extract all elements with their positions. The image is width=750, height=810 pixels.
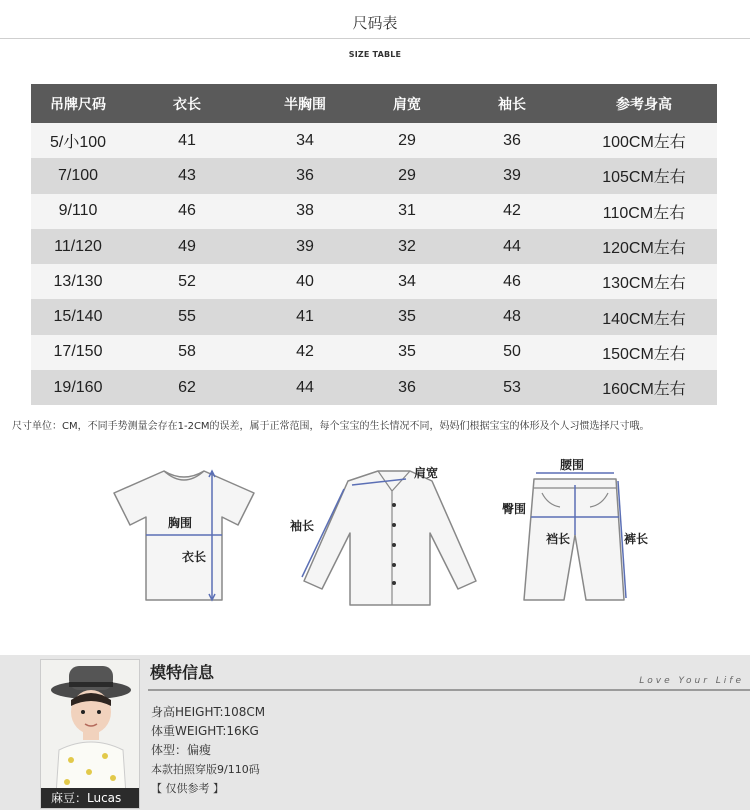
table-row (31, 264, 717, 299)
page-title: 尺码表 (352, 14, 398, 32)
table-row (31, 123, 717, 158)
model-size-worn: 本款拍照穿版9/110码 (151, 763, 260, 776)
cell-ref-height: 140CM左右 (571, 299, 717, 334)
model-body-type: 体型：偏瘦 (151, 743, 212, 757)
cell-sleeve: 42 (453, 194, 571, 229)
cell-half-chest: 38 (249, 194, 361, 229)
header-half-chest: 半胸围 (249, 84, 361, 123)
model-photo (40, 659, 140, 809)
cell-ref-height: 160CM左右 (571, 370, 717, 405)
model-info-section (0, 655, 750, 810)
cell-sleeve: 53 (453, 370, 571, 405)
cell-tag-size: 19/160 (31, 370, 125, 405)
cell-half-chest: 34 (249, 123, 361, 158)
model-height: 身高HEIGHT:108CM (151, 705, 266, 719)
cell-sleeve: 44 (453, 229, 571, 264)
model-reference-note: 【 仅供参考 】 (151, 782, 224, 795)
cell-length: 41 (125, 123, 249, 158)
measurement-diagrams (0, 455, 750, 615)
cell-half-chest: 41 (249, 299, 361, 334)
shirt-diagram (290, 465, 476, 605)
shirt-shoulder-label: 肩宽 (414, 466, 439, 480)
cell-length: 55 (125, 299, 249, 334)
cell-ref-height: 105CM左右 (571, 158, 717, 193)
cell-length: 43 (125, 158, 249, 193)
model-details (151, 703, 265, 798)
cell-shoulder: 29 (361, 158, 453, 193)
cell-shoulder: 35 (361, 335, 453, 370)
cell-tag-size: 7/100 (31, 158, 125, 193)
model-divider (148, 689, 750, 691)
table-row (31, 194, 717, 229)
cell-length: 49 (125, 229, 249, 264)
cell-half-chest: 42 (249, 335, 361, 370)
cell-ref-height: 150CM左右 (571, 335, 717, 370)
cell-shoulder: 29 (361, 123, 453, 158)
page-subtitle: SIZE TABLE (348, 50, 402, 59)
cell-half-chest: 44 (249, 370, 361, 405)
cell-tag-size: 13/130 (31, 264, 125, 299)
measurement-note: 尺寸单位：CM，不同手势测量会存在1-2CM的误差，属于正常范围，每个宝宝的生长情况不同，妈妈们根据宝宝的体形及个人习惯选择尺寸哦。 (12, 421, 650, 432)
shirt-sleeve-label: 袖长 (290, 519, 315, 533)
pants-diagram (502, 457, 648, 600)
cell-sleeve: 36 (453, 123, 571, 158)
cell-tag-size: 5/小100 (31, 123, 125, 158)
model-name: 麻豆：Lucas (41, 788, 139, 808)
cell-shoulder: 31 (361, 194, 453, 229)
table-row (31, 158, 717, 193)
cell-length: 46 (125, 194, 249, 229)
cell-sleeve: 50 (453, 335, 571, 370)
cell-shoulder: 32 (361, 229, 453, 264)
cell-shoulder: 36 (361, 370, 453, 405)
pants-hip-label: 臀围 (502, 502, 527, 516)
cell-sleeve: 48 (453, 299, 571, 334)
cell-tag-size: 11/120 (31, 229, 125, 264)
cell-length: 58 (125, 335, 249, 370)
table-row (31, 229, 717, 264)
cell-ref-height: 120CM左右 (571, 229, 717, 264)
size-table (31, 84, 717, 405)
header-sleeve: 袖长 (453, 84, 571, 123)
cell-sleeve: 46 (453, 264, 571, 299)
cell-length: 62 (125, 370, 249, 405)
header-ref-height: 参考身高 (571, 84, 717, 123)
cell-shoulder: 34 (361, 264, 453, 299)
cell-ref-height: 130CM左右 (571, 264, 717, 299)
cell-ref-height: 110CM左右 (571, 194, 717, 229)
header-shoulder: 肩宽 (361, 84, 453, 123)
cell-shoulder: 35 (361, 299, 453, 334)
tagline: Love Your Life (639, 676, 744, 686)
cell-sleeve: 39 (453, 158, 571, 193)
tshirt-length-label: 衣长 (182, 550, 207, 564)
size-table-header (31, 84, 717, 123)
tshirt-chest-label: 胸围 (168, 516, 193, 530)
table-row (31, 370, 717, 405)
title-divider (0, 38, 750, 39)
cell-tag-size: 17/150 (31, 335, 125, 370)
header-tag-size: 吊牌尺码 (31, 84, 125, 123)
table-row (31, 335, 717, 370)
cell-half-chest: 39 (249, 229, 361, 264)
pants-rise-label: 裆长 (546, 532, 571, 546)
model-section-title: 模特信息 (150, 663, 215, 682)
cell-half-chest: 36 (249, 158, 361, 193)
cell-ref-height: 100CM左右 (571, 123, 717, 158)
model-weight: 体重WEIGHT:16KG (151, 724, 259, 738)
cell-half-chest: 40 (249, 264, 361, 299)
tshirt-diagram (114, 471, 254, 600)
cell-tag-size: 15/140 (31, 299, 125, 334)
model-photo-image (41, 660, 140, 809)
header-length: 衣长 (125, 84, 249, 123)
table-row (31, 299, 717, 334)
pants-waist-label: 腰围 (560, 458, 585, 472)
cell-length: 52 (125, 264, 249, 299)
pants-length-label: 裤长 (624, 532, 649, 546)
cell-tag-size: 9/110 (31, 194, 125, 229)
